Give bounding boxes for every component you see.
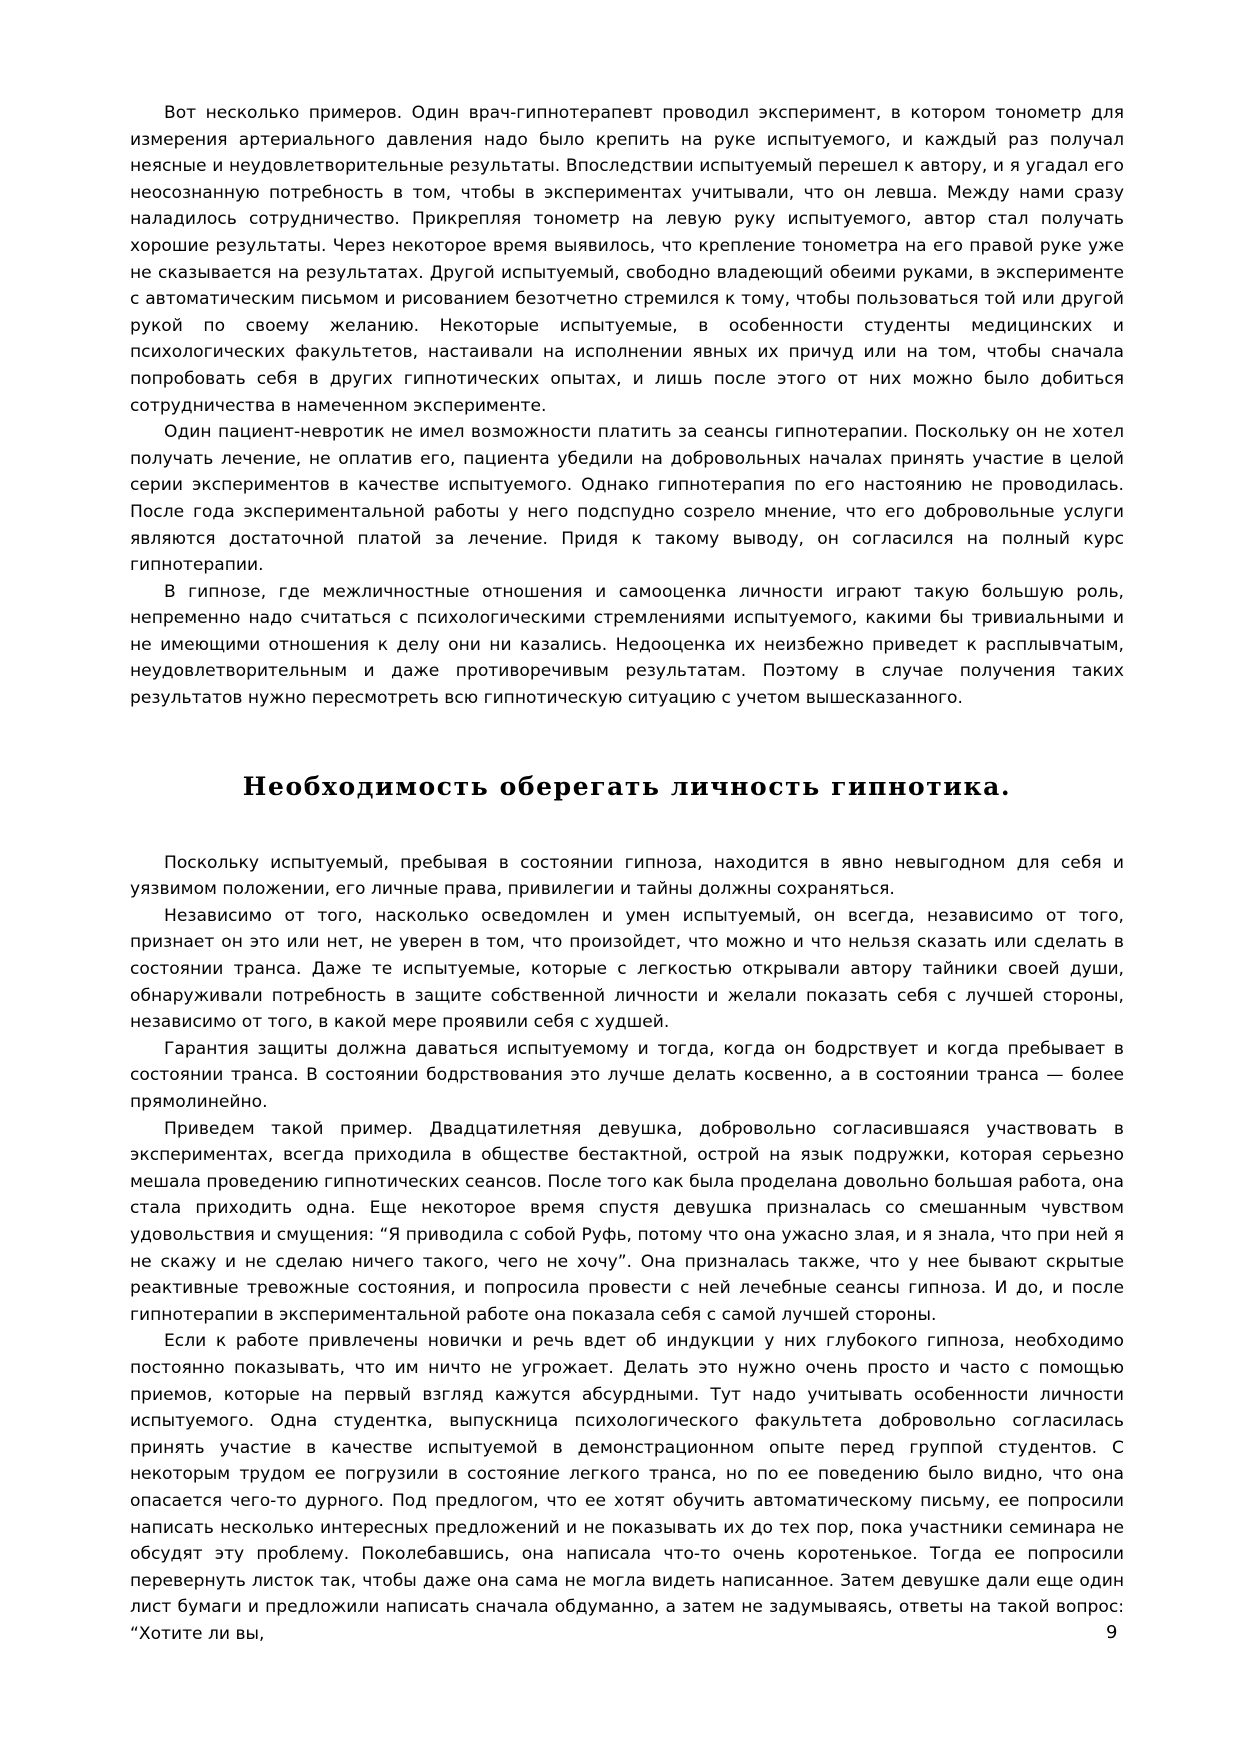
body-paragraph: Если к работе привлечены новички и речь вдет об индукции у них глубокого гипноза, необходимо постоянно показывать, что им ничто не угрожает. Делать это нужно очень просто и часто с помощью приемов, которые на первый взгляд кажутся абсурдными. Тут надо учитывать особенности личности испытуемого. Одна студентка, выпускница психологического факультета добровольно согласилась принять участие в качестве испытуемой в демонстрационном опыте перед группой студентов. С некоторым трудом ее погрузили в состояние легкого транса, но по ее поведению было видно, что она опасается чего-то дурного. Под предлогом, что ее хотят обучить автоматическому письму, ее попросили написать несколько интересных предложений и не показывать их до тех пор, пока участники семинара не обсудят эту проблему. Поколебавшись, она написала что-то очень коротенькое. Тогда ее попросили перевернуть листок так, чтобы даже она сама не могла видеть написанное. Затем девушке дали еще один лист бумаги и предложили написать сначала обдуманно, а затем не задумываясь, ответы на такой вопрос: “Хотите ли вы,	[130, 1331, 1124, 1644]
body-paragraph: Приведем такой пример. Двадцатилетняя девушка, добровольно согласившаяся участвовать в экспериментах, всегда приходила в обществе бестактной, острой на язык подружки, которая серьезно мешала проведению гипнотических сеансов. После того как была проделана довольно большая работа, она стала приходить одна. Еще некоторое время спустя девушка призналась со смешанным чувством удовольствия и смущения: “Я приводила с собой Руфь, потому что она ужасно злая, и я знала, что при ней я не скажу и не сделаю ничего такого, чего не хочу”. Она призналась также, что у нее бывают скрытые реактивные тревожные состояния, и попросила провести с ней лечебные сеансы гипноза. И до, и после гипнотерапии в экспериментальной работе она показала себя с самой лучшей стороны.	[130, 1118, 1124, 1325]
body-paragraph: Один пациент-невротик не имел возможности платить за сеансы гипнотерапии. Поскольку он не хотел получать лечение, не оплатив его, пациента убедили на добровольных началах принять участие в целой серии экспериментов в качестве испытуемого. Однако гипнотерапия по его настоянию не проводилась. После года экспериментальной работы у него подспудно созрело мнение, что его добровольные услуги являются достаточной платой за лечение. Придя к такому выводу, он согласился на полный курс гипнотерапии.	[130, 422, 1124, 576]
body-paragraph: Вот несколько примеров. Один врач-гипнотерапевт проводил эксперимент, в котором тонометр для измерения артериального давления надо было крепить на руке испытуемого, и каждый раз получал неясные и неудовлетворительные результаты. Впоследствии испытуемый перешел к автору, и я угадал его неосознанную потребность в том, чтобы в экспериментах учитывали, что он левша. Между нами сразу наладилось сотрудничество. Прикрепляя тонометр на левую руку испытуемого, автор стал получать хорошие результаты. Через некоторое время выявилось, что крепление тонометра на его правой руке уже не сказывается на результатах. Другой испытуемый, свободно владеющий обеими руками, в эксперименте с автоматическим письмом и рисованием безотчетно стремился к тому, чтобы пользоваться той или другой рукой по своему желанию. Некоторые испытуемые, в особенности студенты медицинских и психологических факультетов, настаивали на исполнении явных их причуд или на том, чтобы сначала попробовать себя в других гипнотических опытах, и лишь после этого от них можно было добиться сотрудничества в намеченном эксперименте.	[130, 103, 1124, 416]
section-heading: Необходимость оберегать личность гипнотика.	[242, 771, 1012, 801]
page-number: 9	[1106, 1622, 1118, 1643]
body-paragraph: Поскольку испытуемый, пребывая в состоянии гипноза, находится в явно невыгодном для себя и уязвимом положении, его личные права, привилегии и тайны должны сохраняться.	[130, 852, 1124, 900]
heading-spacer-below	[130, 802, 1124, 850]
body-paragraph: В гипнозе, где межличностные отношения и самооценка личности играют такую большую роль, непременно надо считаться с психологическими стремлениями испытуемого, какими бы тривиальными и не имеющими отношения к делу они ни казались. Недооценка их неизбежно приведет к расплывчатым, неудовлетворительным и даже противоречивым результатам. Поэтому в случае получения таких результатов нужно пересмотреть всю гипнотическую ситуацию с учетом вышесказанного.	[130, 581, 1124, 709]
body-paragraph: Гарантия защиты должна даваться испытуемому и тогда, когда он бодрствует и когда пребывает в состоянии транса. В состоянии бодрствования это лучше делать косвенно, а в состоянии транса — более прямолинейно.	[130, 1038, 1124, 1112]
body-paragraph: Независимо от того, насколько осведомлен и умен испытуемый, он всегда, независимо от того, признает он это или нет, не уверен в том, что произойдет, что можно и что нельзя сказать или сделать в состоянии транса. Даже те испытуемые, которые с легкостью открывали автору тайники своей души, обнаруживали потребность в защите собственной личности и желали показать себя с лучшей стороны, независимо от того, в какой мере проявили себя с худшей.	[130, 905, 1124, 1033]
page-content	[130, 100, 1124, 1647]
heading-spacer-above	[130, 712, 1124, 772]
